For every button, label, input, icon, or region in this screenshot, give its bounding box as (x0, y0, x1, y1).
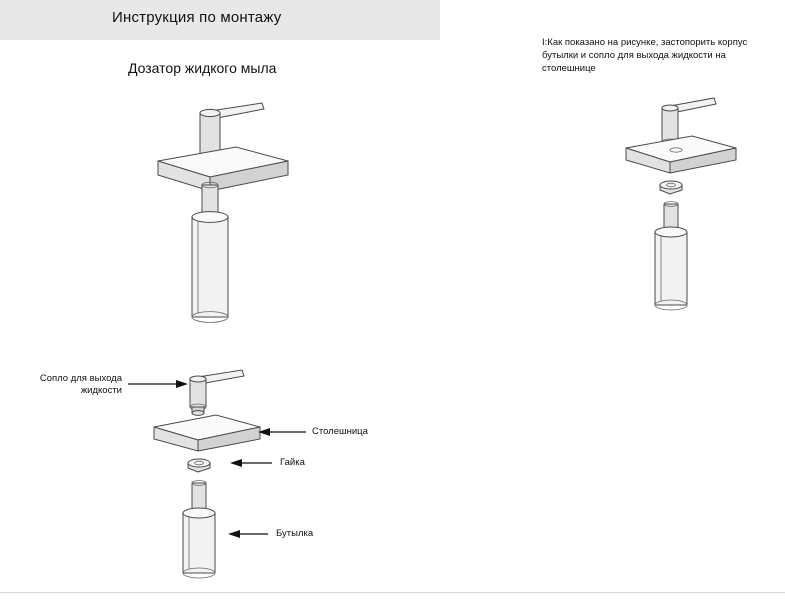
callout-countertop-label: Столешница (312, 426, 368, 437)
right-section-note: I:Как показано на рисунке, застопорить корпус бутылки и сопло для выхода жидкости на столешнице (542, 37, 748, 74)
left-section-title: Дозатор жидкого мыла (128, 60, 277, 76)
bottom-divider (0, 592, 785, 593)
callout-nut-label: Гайка (280, 457, 305, 468)
callout-nozzle-label: Сопло для выхода жидкости (39, 373, 122, 396)
callout-bottle-label: Бутылка (276, 528, 314, 539)
page-title: Инструкция по монтажу (112, 9, 282, 26)
